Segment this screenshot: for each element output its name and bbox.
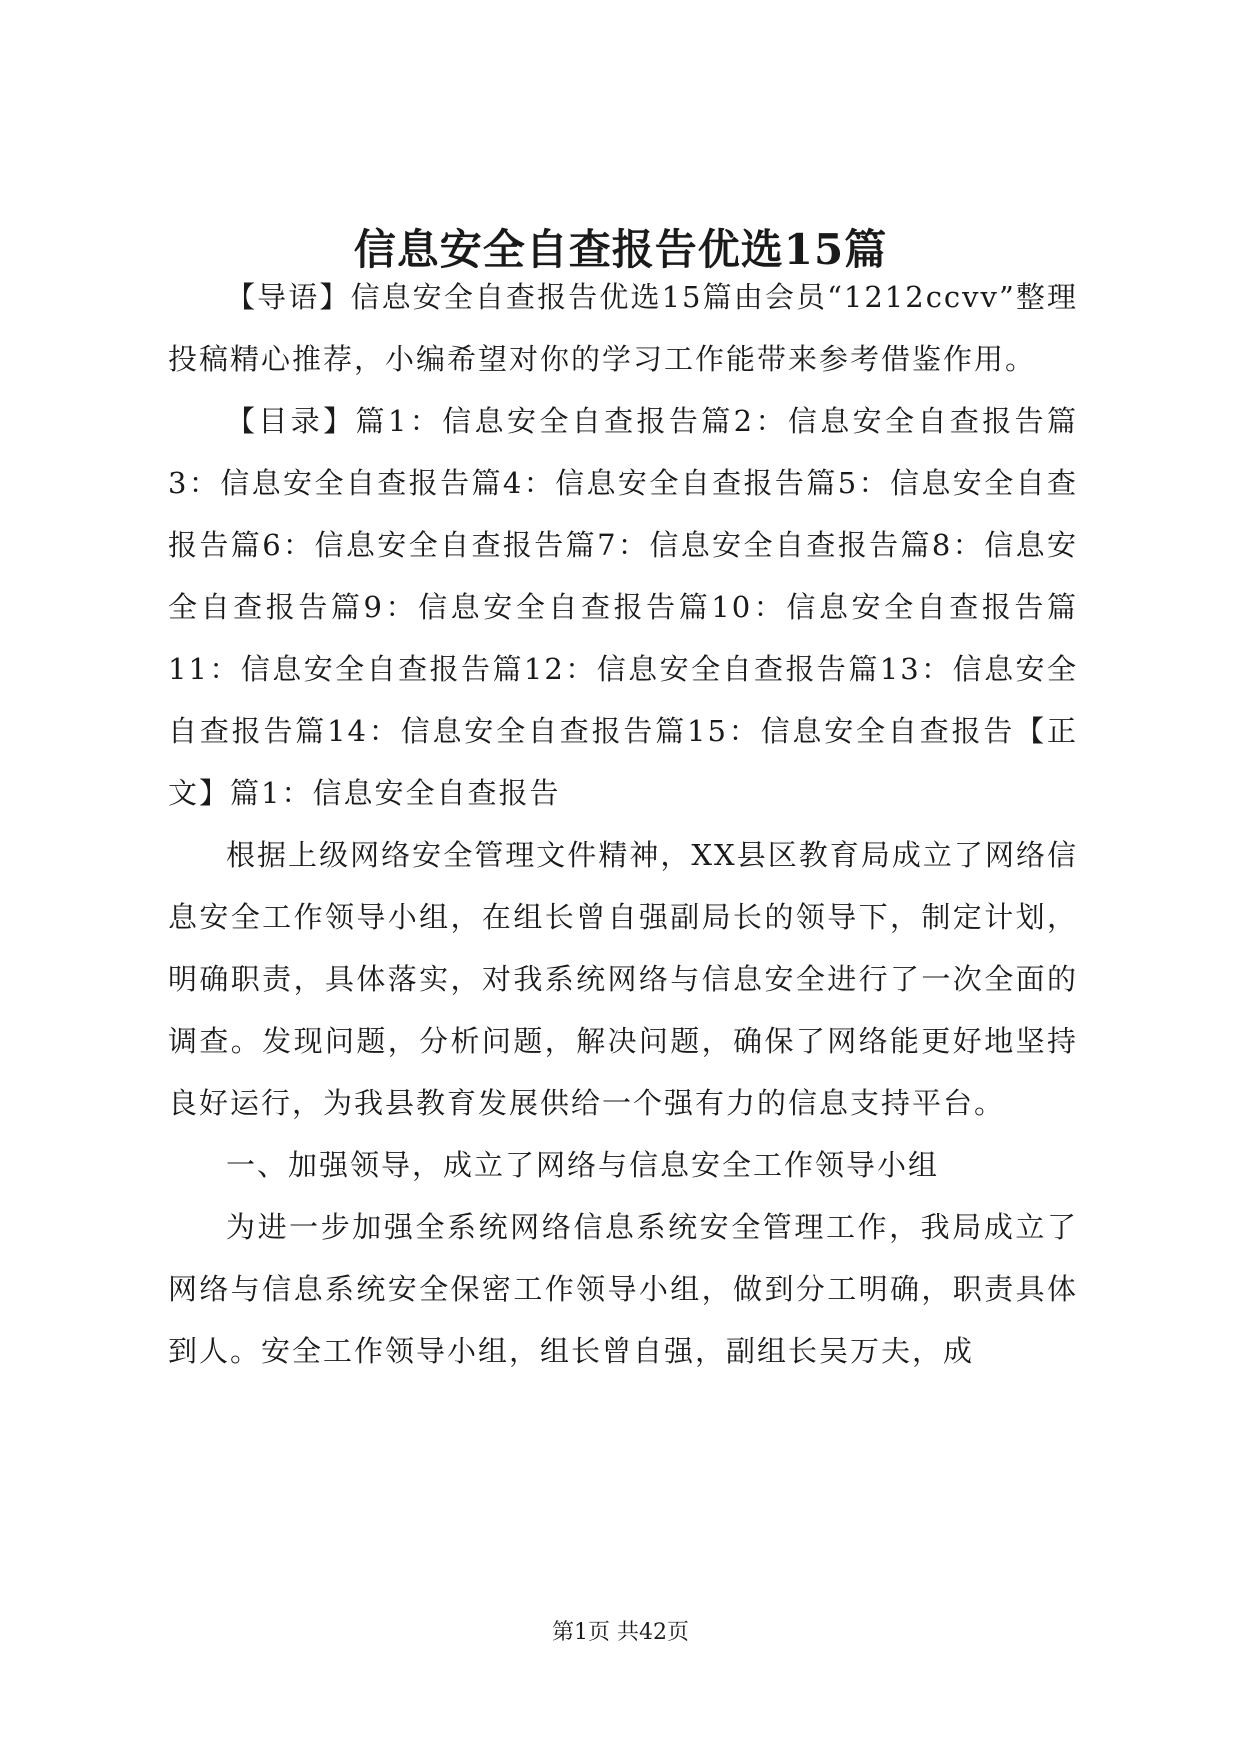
page-footer: 第1页 共42页 [552, 1620, 689, 1645]
body-paragraph: 根据上级网络安全管理文件精神，XX县区教育局成立了网络信息安全工作领导小组，在组长曾自强副局长的领导下，制定计划，明确职责，具体落实，对我系统网络与信息安全进行了一次全面的调查。发现问题，分析问题，解决问题，确保了网络能更好地坚持良好运行，为我县教育发展供给一个强有力的信息支持平台。 [168, 838, 1078, 1120]
intro-paragraph: 【导语】信息安全自查报告优选15篇由会员“1212ccvv”整理投稿精心推荐，小编希望对你的学习工作能带来参考借鉴作用。 [168, 280, 1078, 376]
document-title: 信息安全自查报告优选15篇 [353, 225, 888, 274]
section-heading: 一、加强领导，成立了网络与信息安全工作领导小组 [226, 1148, 940, 1182]
body-paragraph: 为进一步加强全系统网络信息系统安全管理工作，我局成立了网络与信息系统安全保密工作领导小组，做到分工明确，职责具体到人。安全工作领导小组，组长曾自强，副组长吴万夫，成 [168, 1210, 1078, 1368]
document-body [168, 266, 1078, 1382]
toc-paragraph: 【目录】篇1：信息安全自查报告篇2：信息安全自查报告篇3：信息安全自查报告篇4：信息安全自查报告篇5：信息安全自查报告篇6：信息安全自查报告篇7：信息安全自查报告篇8：信息安全自查报告篇9：信息安全自查报告篇10：信息安全自查报告篇11：信息安全自查报告篇12：信息安全自查报告篇13：信息安全自查报告篇14：信息安全自查报告篇15：信息安全自查报告【正文】篇1：信息安全自查报告 [168, 404, 1078, 810]
